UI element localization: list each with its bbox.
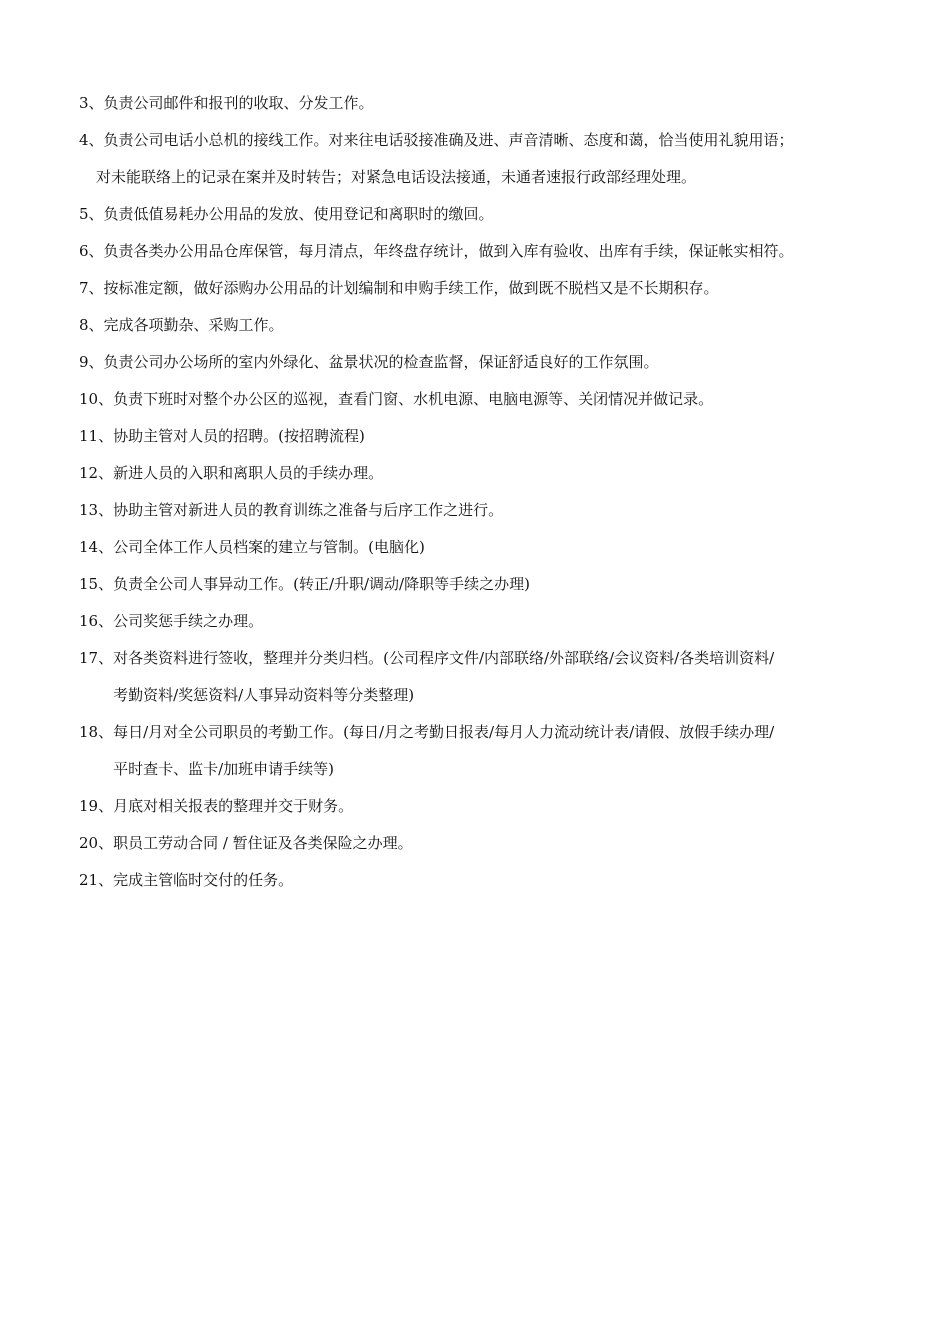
list-item — [79, 492, 879, 529]
item-number: 9、 — [79, 353, 104, 371]
list-item — [79, 788, 879, 825]
item-number: 11、 — [79, 427, 114, 445]
item-number: 6、 — [79, 242, 104, 260]
item-text — [113, 529, 879, 566]
item-text — [113, 603, 879, 640]
list-item — [79, 566, 879, 603]
item-number: 5、 — [79, 205, 104, 223]
item-text — [104, 233, 879, 270]
list-item — [79, 270, 879, 307]
item-text — [104, 270, 879, 307]
item-line: 协助主管对新进人员的教育训练之准备与后序工作之进行。 — [113, 501, 504, 519]
list-item — [79, 603, 879, 640]
item-line: 新进人员的入职和离职人员的手续办理。 — [113, 464, 384, 482]
item-line: 负责公司邮件和报刊的收取、分发工作。 — [103, 94, 374, 112]
list-item — [79, 455, 879, 492]
item-line: 负责全公司人事异动工作。(转正/升职/调动/降职等手续之办理) — [113, 575, 530, 593]
item-text — [113, 418, 879, 455]
list-item — [79, 233, 879, 270]
list-item — [79, 85, 879, 122]
item-line: 负责下班时对整个办公区的巡视，查看门窗、水机电源、电脑电源等、关闭情况并做记录。 — [113, 390, 714, 408]
item-number: 10、 — [79, 390, 114, 408]
item-line: 每日/月对全公司职员的考勤工作。(每日/月之考勤日报表/每月人力流动统计表/请假、放假手续办理/ — [113, 723, 775, 741]
item-number: 17、 — [79, 649, 114, 667]
item-text — [113, 640, 879, 714]
item-line: 公司奖惩手续之办理。 — [113, 612, 264, 630]
list-item — [79, 122, 879, 196]
item-number: 18、 — [79, 723, 114, 741]
item-line: 负责公司电话小总机的接线工作。对来往电话驳接准确及进、声音清晰、态度和蔼，恰当使用礼貌用语； — [103, 131, 794, 149]
item-text — [104, 307, 879, 344]
item-line: 职员工劳动合同 / 暂住证及各类保险之办理。 — [113, 834, 413, 852]
item-line: 负责各类办公用品仓库保管，每月清点，年终盘存统计，做到入库有验收、出库有手续，保证帐实相符。 — [103, 242, 794, 260]
item-number: 13、 — [79, 501, 114, 519]
list-item — [79, 381, 879, 418]
item-line: 负责公司办公场所的室内外绿化、盆景状况的检查监督，保证舒适良好的工作氛围。 — [103, 353, 659, 371]
item-text — [113, 825, 879, 862]
item-text — [113, 788, 879, 825]
item-line: 按标准定额，做好添购办公用品的计划编制和申购手续工作，做到既不脱档又是不长期积存。 — [103, 279, 719, 297]
item-line: 平时查卡、监卡/加班申请手续等) — [113, 760, 335, 778]
item-number: 12、 — [79, 464, 114, 482]
list-item — [79, 714, 879, 788]
item-number: 19、 — [79, 797, 114, 815]
list-item — [79, 196, 879, 233]
item-line: 负责低值易耗办公用品的发放、使用登记和离职时的缴回。 — [103, 205, 494, 223]
list-item — [79, 529, 879, 566]
list-item — [79, 640, 879, 714]
item-continuation-line: 对未能联络上的记录在案并及时转告；对紧急电话设法接通，未通者速报行政部经理处理。 — [96, 168, 697, 186]
item-text — [113, 566, 879, 603]
item-line: 对各类资料进行签收，整理并分类归档。(公司程序文件/内部联络/外部联络/会议资料/各类培训资料/ — [113, 649, 775, 667]
item-number: 7、 — [79, 279, 104, 297]
list-item — [79, 307, 879, 344]
item-line: 考勤资料/奖惩资料/人事异动资料等分类整理) — [113, 686, 415, 704]
item-text — [113, 714, 879, 788]
item-text — [113, 862, 879, 899]
item-line: 完成主管临时交付的任务。 — [113, 871, 294, 889]
item-line: 协助主管对人员的招聘。(按招聘流程) — [113, 427, 365, 445]
item-number: 14、 — [79, 538, 114, 556]
list-item — [79, 344, 879, 381]
item-text — [113, 492, 879, 529]
item-number: 21、 — [79, 871, 114, 889]
duty-list — [79, 85, 879, 899]
item-line: 月底对相关报表的整理并交于财务。 — [113, 797, 354, 815]
list-item — [79, 862, 879, 899]
item-line: 公司全体工作人员档案的建立与管制。(电脑化) — [113, 538, 425, 556]
item-number: 8、 — [79, 316, 104, 334]
item-number: 16、 — [79, 612, 114, 630]
item-text — [113, 381, 879, 418]
item-text — [104, 85, 879, 122]
list-item — [79, 418, 879, 455]
list-item — [79, 825, 879, 862]
item-text — [104, 196, 879, 233]
item-text — [104, 344, 879, 381]
item-number: 20、 — [79, 834, 114, 852]
item-first-line — [79, 122, 879, 159]
item-line: 完成各项勤杂、采购工作。 — [103, 316, 284, 334]
item-number: 15、 — [79, 575, 114, 593]
item-number: 3、 — [79, 94, 104, 112]
item-text — [113, 455, 879, 492]
item-number: 4、 — [79, 131, 104, 149]
